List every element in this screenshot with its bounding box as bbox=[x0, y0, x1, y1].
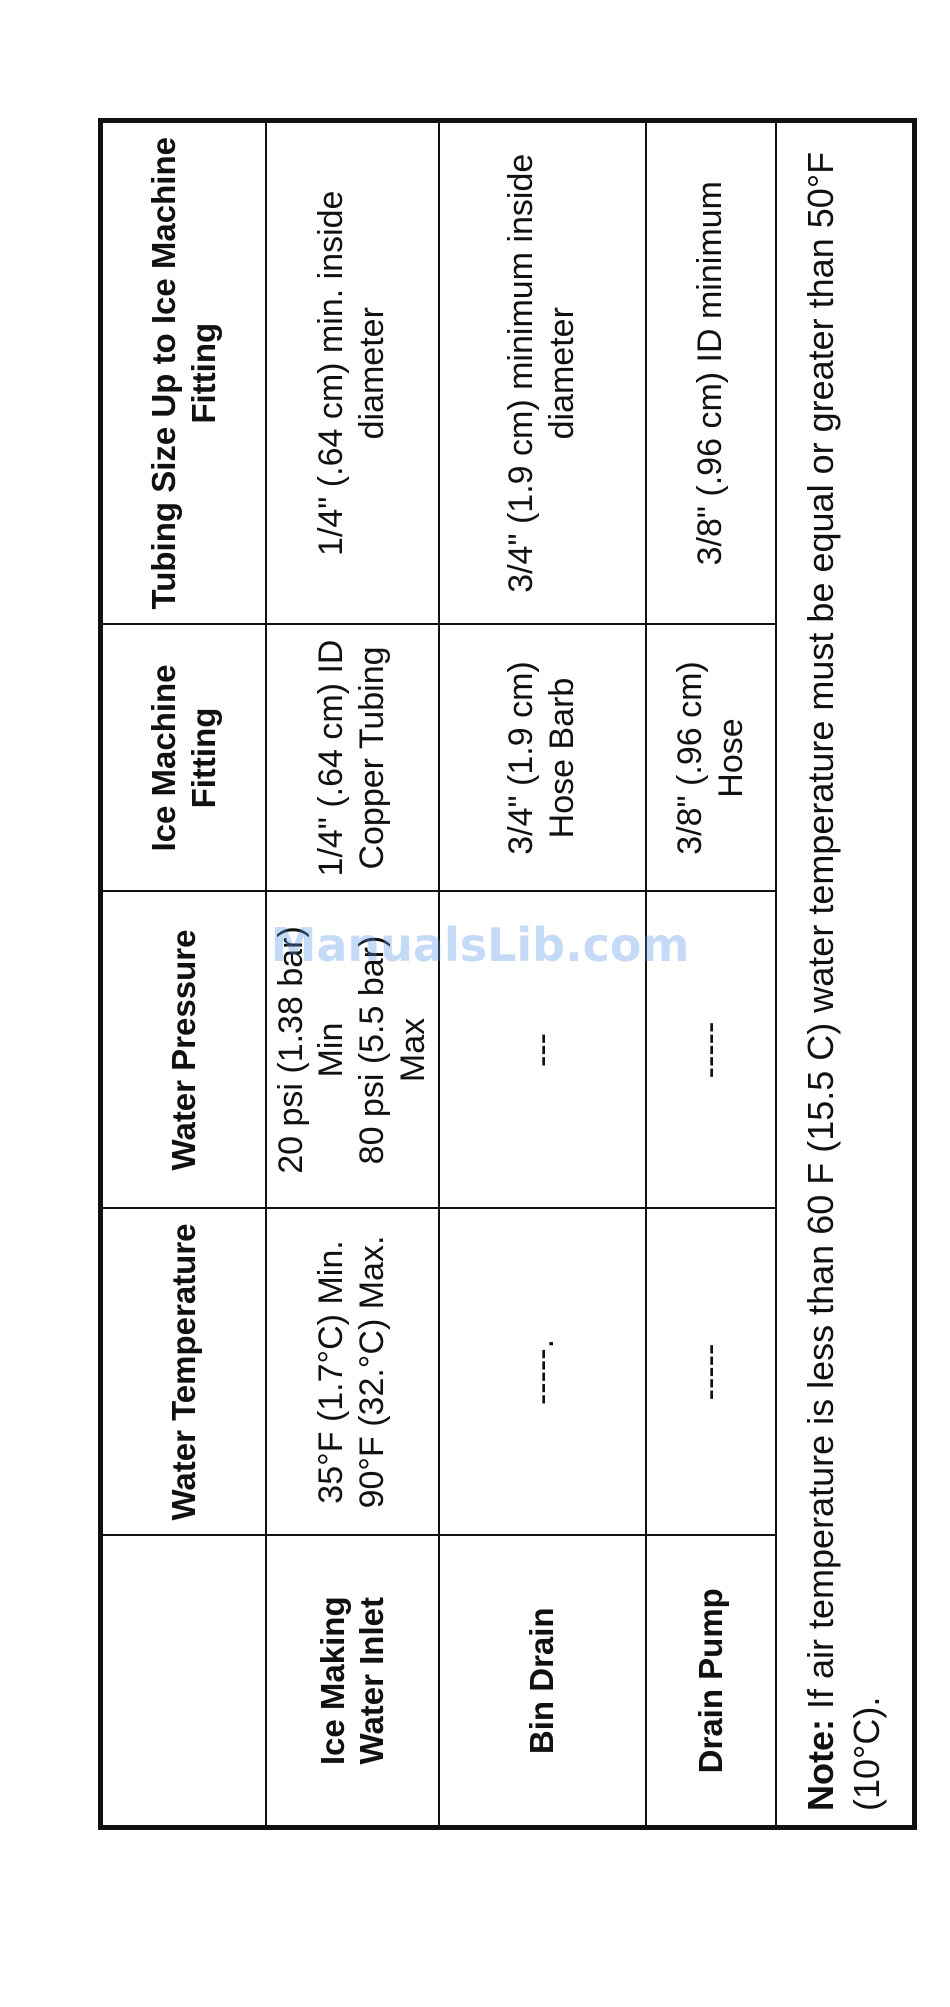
row-label-bin-drain: Bin Drain bbox=[439, 1536, 646, 1828]
header-blank bbox=[101, 1536, 266, 1828]
table-row bbox=[646, 121, 776, 1828]
pressure-max: 80 psi (5.5 bar) Max bbox=[353, 935, 432, 1165]
note-row bbox=[776, 121, 915, 1828]
cell-tubing-size: 3/4" (1.9 cm) minimum inside diameter bbox=[439, 121, 646, 625]
water-supply-spec-table bbox=[98, 118, 917, 1830]
header-ice-machine-fitting: Ice Machine Fitting bbox=[101, 625, 266, 892]
row-label-line: Ice Making bbox=[313, 1596, 351, 1766]
cell-water-pressure: ----- bbox=[646, 892, 776, 1209]
note-cell bbox=[776, 121, 915, 1828]
table-row bbox=[266, 121, 439, 1828]
temp-max: 90°F (32.°C) Max. bbox=[353, 1235, 392, 1509]
header-row bbox=[101, 121, 266, 1828]
cell-water-pressure: --- bbox=[439, 892, 646, 1209]
cell-ice-machine-fitting: 3/8" (.96 cm) Hose bbox=[646, 625, 776, 892]
temp-min: 35°F (1.7°C) Min. bbox=[312, 1240, 351, 1504]
header-water-temperature: Water Temperature bbox=[101, 1209, 266, 1536]
watermark: ManualsLib.com bbox=[270, 918, 690, 972]
cell-ice-machine-fitting: 1/4" (.64 cm) ID Copper Tubing bbox=[266, 625, 439, 892]
rotated-table-container bbox=[98, 123, 909, 1830]
cell-water-temperature: -----. bbox=[439, 1209, 646, 1536]
cell-tubing-size: 1/4" (.64 cm) min. inside diameter bbox=[266, 121, 439, 625]
note-text: If air temperature is less than 60 F (15.5 C) water temperature must be equal or greater than 50°F (10°C). bbox=[799, 151, 888, 1811]
pressure-min: 20 psi (1.38 bar) Min bbox=[271, 926, 351, 1174]
header-tubing-size: Tubing Size Up to Ice Machine Fitting bbox=[101, 121, 266, 625]
row-label-line: Water Inlet bbox=[353, 1597, 391, 1765]
row-label-ice-making bbox=[266, 1536, 439, 1828]
table-row bbox=[439, 121, 646, 1828]
note-label: Note: bbox=[799, 1719, 841, 1811]
cell-water-temperature bbox=[266, 1209, 439, 1536]
cell-water-pressure bbox=[266, 892, 439, 1209]
cell-water-temperature: ----- bbox=[646, 1209, 776, 1536]
header-water-pressure: Water Pressure bbox=[101, 892, 266, 1209]
cell-ice-machine-fitting: 3/4" (1.9 cm) Hose Barb bbox=[439, 625, 646, 892]
cell-tubing-size: 3/8" (.96 cm) ID minimum bbox=[646, 121, 776, 625]
row-label-drain-pump: Drain Pump bbox=[646, 1536, 776, 1828]
